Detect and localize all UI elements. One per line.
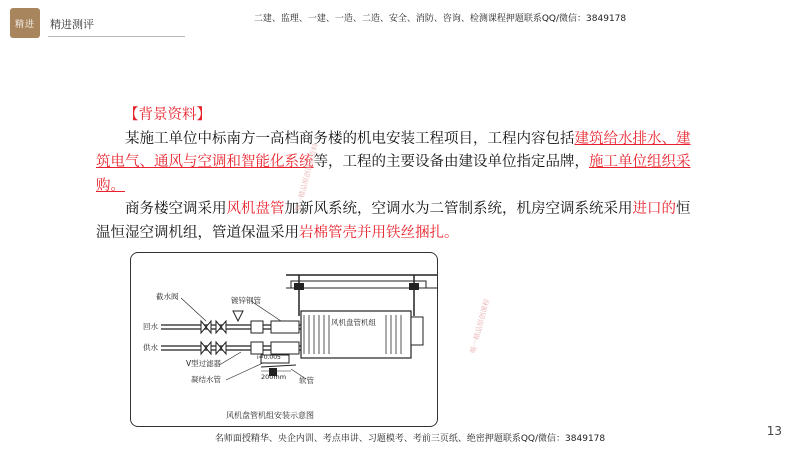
leader-condensate: [226, 363, 263, 380]
hanger-nut-left: [294, 283, 304, 290]
slope-label: i=0.005: [257, 354, 281, 361]
background-material: [96, 104, 696, 245]
support-beam: [291, 281, 426, 288]
condensate-pipe: [261, 365, 296, 367]
fcu-label: 风机盘管机组: [331, 318, 376, 327]
leader-shutoff: [181, 298, 206, 321]
supply-water-label: 供水: [143, 343, 158, 352]
union-return: [251, 321, 263, 333]
supply-valve-1: [201, 342, 211, 354]
page-number: 13: [766, 424, 782, 438]
paragraph-2: [96, 198, 696, 245]
p2-highlight-1: 风机盘管: [226, 201, 285, 217]
dimension-label: 200mm: [261, 373, 287, 381]
p2-text-1: 商务楼空调采用: [125, 201, 227, 217]
galvanized-pipe-supply: [271, 342, 299, 354]
galvanized-pipe-return: [271, 321, 299, 333]
brand-logo: [10, 8, 40, 38]
shutoff-valve-label: 截水阀: [156, 292, 179, 301]
return-valve-1: [201, 321, 211, 333]
watermark-2: 唯一精品原创课程: [468, 298, 492, 355]
p1-highlight-2: 施工单位组织采购。: [96, 154, 691, 194]
galvanized-pipe-label: 镀锌钢管: [231, 296, 261, 305]
return-water-label: 回水: [143, 322, 158, 331]
p1-text-2: 等，工程的主要设备由建设单位指定品牌，: [313, 154, 589, 170]
leader-filter: [221, 352, 241, 364]
fan-coil-installation-diagram: [130, 252, 438, 427]
fcu-outlet: [411, 317, 423, 345]
header-banner: 二建、监理、一建、一造、二造、安全、消防、咨询、检测课程押题联系QQ/微信：3849178: [253, 14, 627, 24]
supply-valve-2: [216, 342, 226, 354]
p2-highlight-3: 岩棉管壳并用铁丝捆扎。: [299, 224, 459, 241]
logo-text: 精进: [14, 19, 35, 30]
figure-caption: 风机盘管机组安装示意图: [226, 411, 314, 420]
p1-highlight-1: 建筑给水排水、建筑电气、通风与空调和智能化系统: [96, 130, 691, 170]
footer-banner: 名师面授精华、央企内训、考点串讲、习题模考、考前三页纸、绝密押题联系QQ/微信：3849178: [214, 434, 606, 444]
watermark-1: 唯一精品原创课程资料: [293, 142, 320, 213]
p2-text-2: 加新风系统，空调水为二管制系统，机房空调系统采用: [284, 201, 633, 217]
condensate-label: 凝结水管: [191, 375, 221, 384]
return-valve-2: [216, 321, 226, 333]
section-title: 【背景资料】: [124, 107, 211, 123]
y-filter-label: V型过滤器: [186, 359, 222, 368]
hanger-nut-right: [409, 283, 419, 290]
p2-highlight-2: 进口的: [632, 201, 676, 217]
diagram-svg: [131, 253, 437, 426]
p2-text-3: 恒温恒湿空调机组，管道保温采用: [96, 201, 691, 241]
flex-pipe-label: 软管: [299, 376, 314, 385]
paragraph-1: [96, 128, 696, 199]
shutoff-valve-handle: [233, 311, 243, 321]
header-divider: [48, 36, 185, 37]
union-supply: [251, 342, 263, 354]
brand-name: 精进测评: [50, 18, 94, 31]
p1-text-1: 某施工单位中标南方一高档商务楼的机电安装工程项目，工程内容包括: [125, 130, 575, 147]
